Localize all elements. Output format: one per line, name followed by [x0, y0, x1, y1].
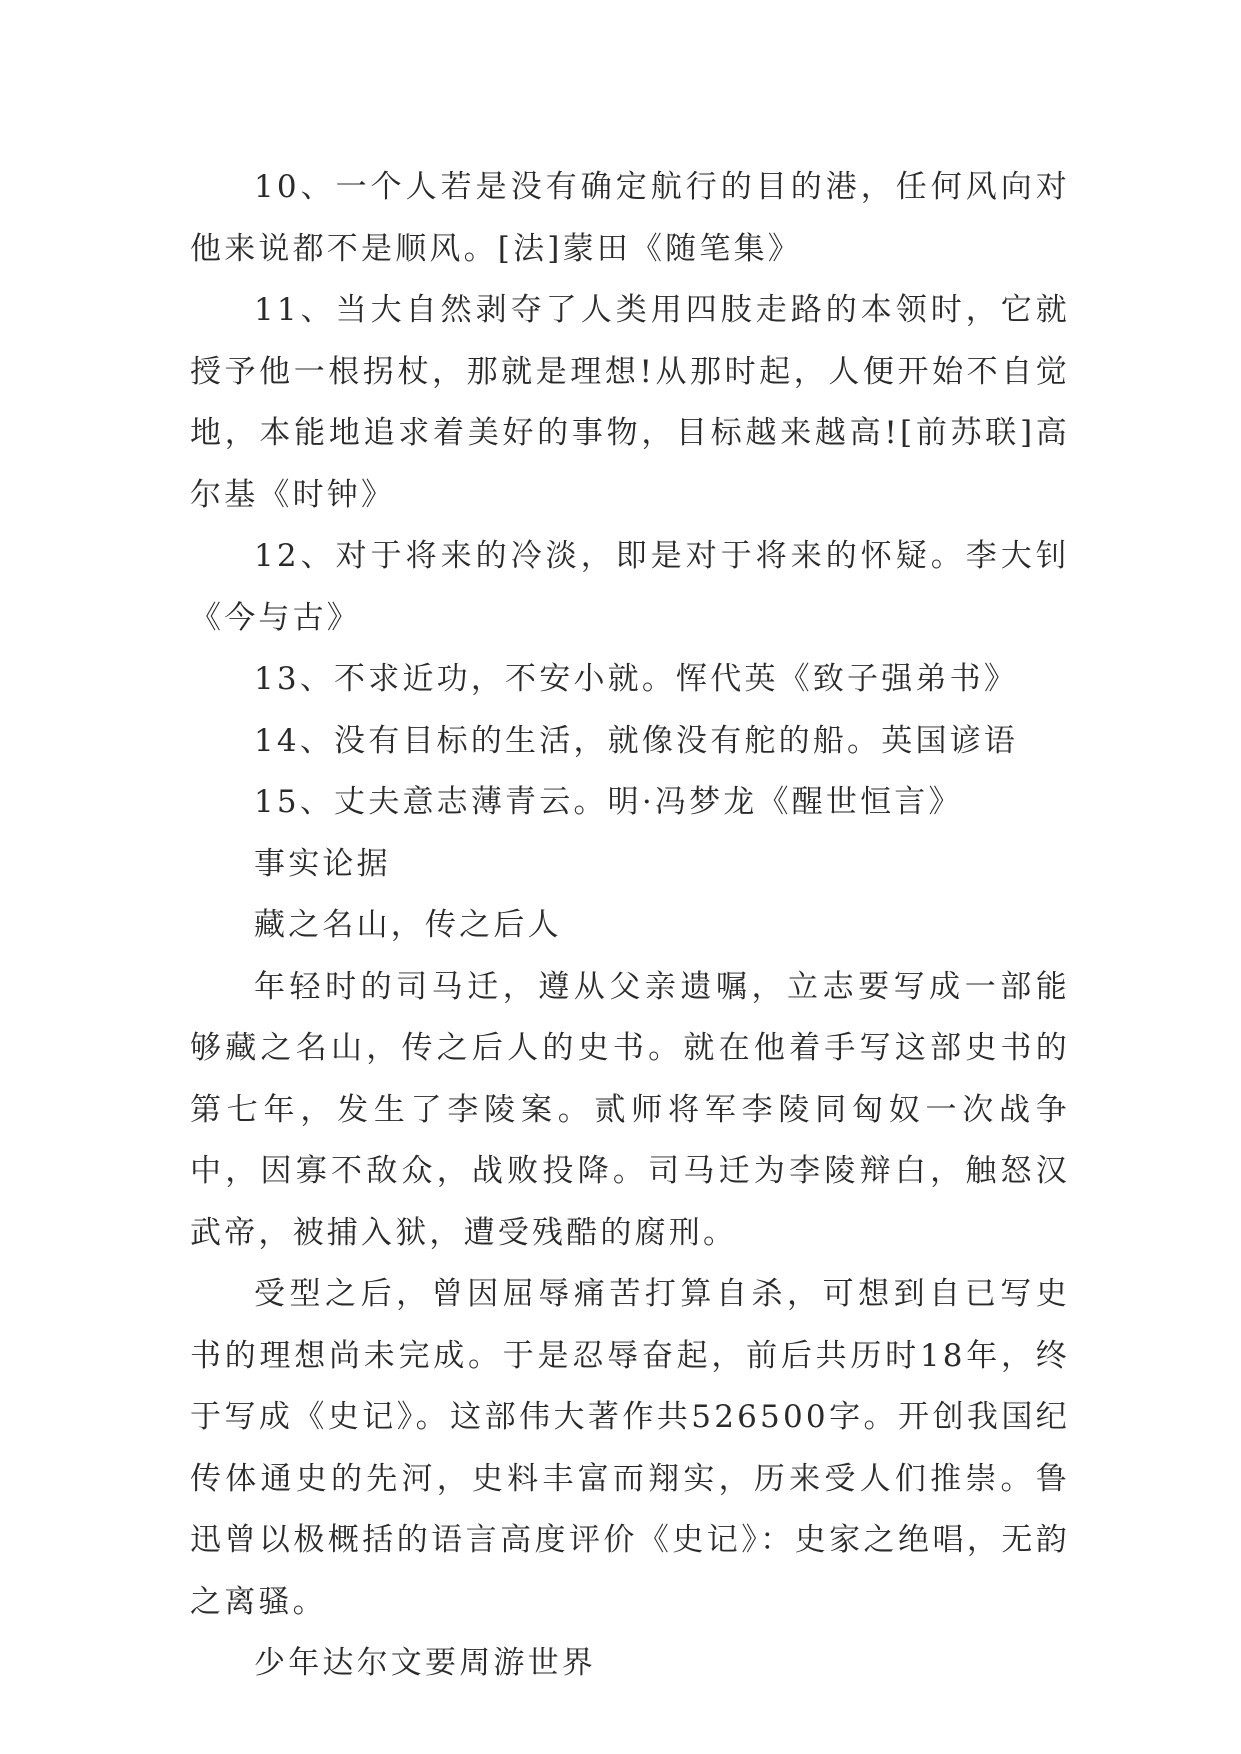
quote-14: 14、没有目标的生活，就像没有舵的船。英国谚语	[254, 722, 1019, 759]
body-paragraph: 年轻时的司马迁，遵从父亲遗嘱，立志要写成一部能够藏之名山，传之后人的史书。就在他着手写这部史书的第七年，发生了李陵案。贰师将军李陵同匈奴一次战争中，因寡不敌众，战败投降。司马迁为李陵辩白，触怒汉武帝，被捕入狱，遭受残酷的腐刑。	[190, 968, 1070, 1251]
subheading-darwin: 少年达尔文要周游世界	[254, 1645, 596, 1681]
quote-13: 13、不求近功，不安小就。恽代英《致子强弟书》	[254, 661, 1019, 697]
section-heading-facts: 事实论据	[254, 845, 391, 882]
subheading-sima-qian: 藏之名山，传之后人	[254, 907, 562, 943]
quote-11: 11、当大自然剥夺了人类用四肢走路的本领时，它就授予他一根拐杖，那就是理想!从那时起，人便开始不自觉地，本能地追求着美好的事物，目标越来越高![前苏联]高尔基《时钟》	[190, 292, 1070, 513]
quote-12: 12、对于将来的冷淡，即是对于将来的怀疑。李大钊《今与古》	[190, 538, 1070, 636]
document-body	[190, 157, 1070, 1695]
quote-10: 10、一个人若是没有确定航行的目的港，任何风向对他来说都不是顺风。[法]蒙田《随笔集》	[190, 169, 1070, 267]
body-paragraph: 受型之后，曾因屈辱痛苦打算自杀，可想到自已写史书的理想尚未完成。于是忍辱奋起，前后共历时18年，终于写成《史记》。这部伟大著作共526500字。开创我国纪传体通史的先河，史料丰富而翔实，历来受人们推崇。鲁迅曾以极概括的语言高度评价《史记》：史家之绝唱，无韵之离骚。	[190, 1276, 1070, 1620]
quote-15: 15、丈夫意志薄青云。明·冯梦龙《醒世恒言》	[254, 784, 963, 820]
